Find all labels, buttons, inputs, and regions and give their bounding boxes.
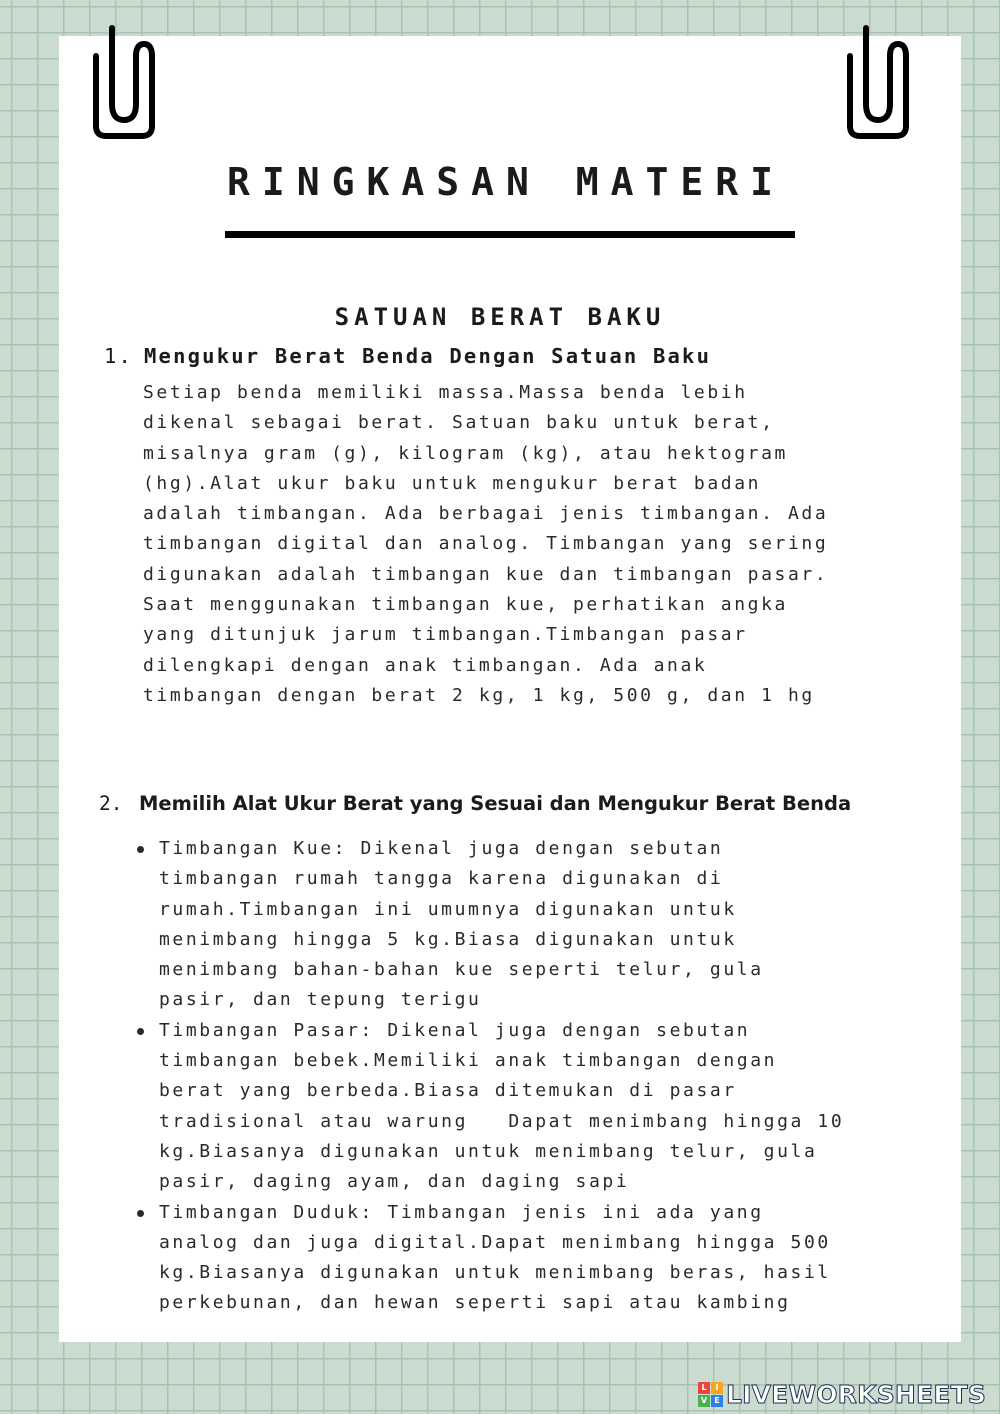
list-item-line: kg.Biasanya digunakan untuk menimbang beras, hasil xyxy=(159,1262,831,1284)
paragraph-line: timbangan digital dan analog. Timbangan yang sering xyxy=(143,533,829,555)
list-item-line: Timbangan Pasar: Dikenal juga dengan sebutan xyxy=(159,1019,751,1041)
paragraph-line: adalah timbangan. Ada berbagai jenis timbangan. Ada xyxy=(143,503,829,525)
paragraph-line: dilengkapi dengan anak timbangan. Ada anak xyxy=(143,654,708,676)
list-item-line: Timbangan Duduk: Timbangan jenis ini ada yang xyxy=(159,1201,764,1223)
list-item-line: kg.Biasanya digunakan untuk menimbang telur, gula xyxy=(159,1140,818,1162)
list-item-line: menimbang bahan-bahan kue seperti telur, gula xyxy=(159,959,764,981)
list-item-line: timbangan rumah tangga karena digunakan di xyxy=(159,868,724,890)
list-item-line: Timbangan Kue: Dikenal juga dengan sebutan xyxy=(159,838,724,859)
paragraph-line: Setiap benda memiliki massa.Massa benda lebih xyxy=(143,382,748,403)
paragraph-line: yang ditunjuk jarum timbangan.Timbangan pasar xyxy=(143,624,748,646)
logo-wordmark: LIVEWORKSHEETS xyxy=(726,1379,987,1409)
bullet-icon xyxy=(137,846,144,853)
logo-block: L xyxy=(698,1382,710,1394)
section-1-heading xyxy=(104,344,711,368)
section-2-heading xyxy=(99,792,851,815)
list-item xyxy=(134,834,954,1016)
paragraph-line: dikenal sebagai berat. Satuan baku untuk berat, xyxy=(143,412,775,434)
page-title: RINGKASAN MATERI xyxy=(226,160,786,204)
bullet-icon xyxy=(137,1210,144,1217)
list-item xyxy=(134,1198,954,1319)
list-item-line: perkebunan, dan hewan seperti sapi atau kambing xyxy=(159,1292,791,1314)
list-item-line: menimbang hingga 5 kg.Biasa digunakan untuk xyxy=(159,928,737,950)
liveworksheets-logo[interactable] xyxy=(698,1376,986,1412)
paragraph-line: digunakan adalah timbangan kue dan timbangan pasar. xyxy=(143,563,829,585)
section-1-title: Mengukur Berat Benda Dengan Satuan Baku xyxy=(144,344,712,368)
section-2-title: Memilih Alat Ukur Berat yang Sesuai dan Mengukur Berat Benda xyxy=(139,792,852,815)
paragraph-line: (hg).Alat ukur baku untuk mengukur berat badan xyxy=(143,472,762,494)
logo-block: V xyxy=(698,1395,710,1407)
bullet-icon xyxy=(137,1028,144,1035)
list-item-line: timbangan bebek.Memiliki anak timbangan dengan xyxy=(159,1050,778,1072)
section-1-paragraph xyxy=(143,378,943,711)
list-item-line: berat yang berbeda.Biasa ditemukan di pasar xyxy=(159,1080,737,1102)
list-item-line: pasir, daging ayam, dan daging sapi xyxy=(159,1171,630,1193)
paragraph-line: Saat menggunakan timbangan kue, perhatikan angka xyxy=(143,594,788,616)
list-item xyxy=(134,1016,954,1198)
section-2-number: 2. xyxy=(99,792,123,815)
paragraph-line: misalnya gram (g), kilogram (kg), atau hektogram xyxy=(143,442,788,464)
list-item-line: analog dan juga digital.Dapat menimbang hingga 500 xyxy=(159,1231,831,1253)
logo-block: I xyxy=(711,1382,723,1394)
paperclip-right-icon xyxy=(846,22,910,142)
section-subtitle: SATUAN BERAT BAKU xyxy=(334,303,666,331)
list-item-line: tradisional atau warung Dapat menimbang hingga 10 xyxy=(159,1110,845,1132)
logo-block: E xyxy=(711,1395,723,1407)
bullet-list xyxy=(134,834,954,1319)
logo-blocks-icon xyxy=(698,1382,723,1407)
list-item-line: rumah.Timbangan ini umumnya digunakan untuk xyxy=(159,898,737,920)
paperclip-left-icon xyxy=(92,22,156,142)
list-item-line: pasir, dan tepung terigu xyxy=(159,989,482,1011)
title-underline xyxy=(225,231,795,238)
paragraph-line: timbangan dengan berat 2 kg, 1 kg, 500 g, dan 1 hg xyxy=(143,684,815,706)
section-1-number: 1. xyxy=(104,344,134,368)
